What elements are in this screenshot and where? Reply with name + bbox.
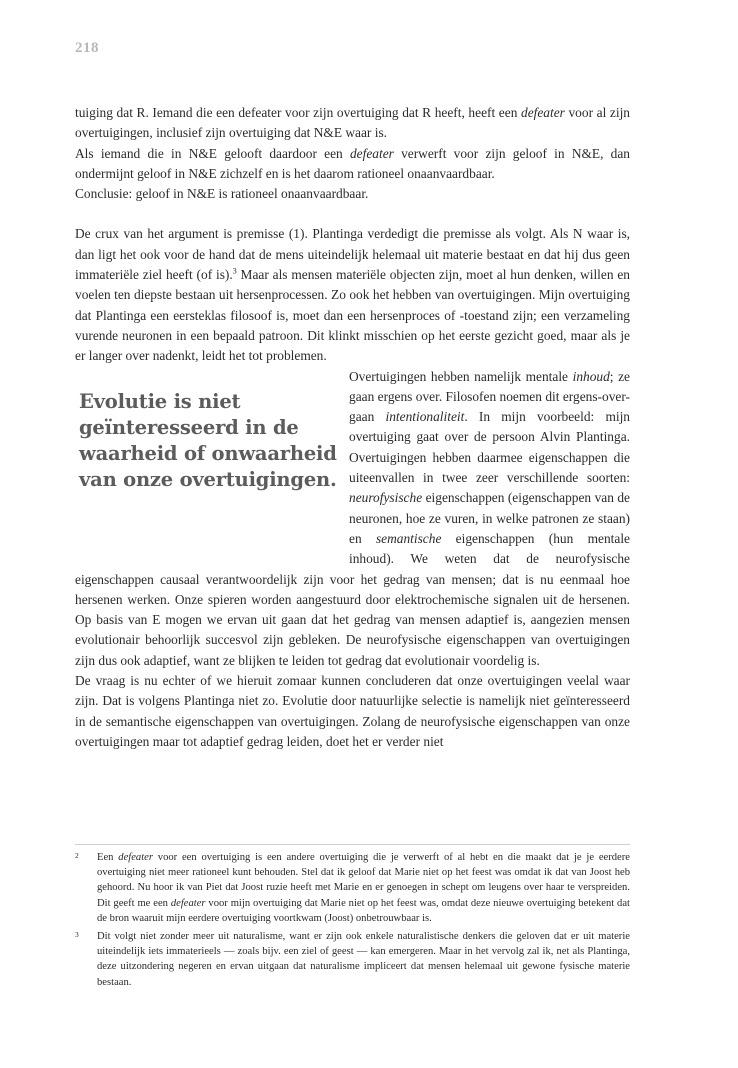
pull-quote: Evolutie is niet geïnteresseerd in de waarheid of onwaarheid van onze overtuigingen. xyxy=(79,389,337,491)
paragraph: De vraag is nu echter of we hieruit zomaar kunnen concluderen dat onze overtuigingen veelal waar zijn. Dat is volgens Plantinga niet zo. Evolutie door natuurlijke selectie is namelijk niet geïnteresseerd in de semantische eigenschappen van overtuigingen. Zolang de neurofysische eigenschappen van onze overtuigingen maar tot adaptief gedrag leiden, doet het er verder niet xyxy=(75,673,630,749)
page-number: 218 xyxy=(75,40,99,56)
body-text xyxy=(75,103,630,752)
paragraph: tuiging dat R. Iemand die een defeater voor zijn overtuiging dat R heeft, heeft een defeater voor al zijn overtuigingen, inclusief zijn overtuiging dat N&E waar is. xyxy=(75,105,630,141)
footnote-2: 2 Een defeater voor een overtuiging is een andere overtuiging die je verwerft of al hebt en die maakt dat je je eerdere overtuiging niet meer rationeel kunt behouden. Stel dat ik geloof dat Marie niet op het feest was omdat ik dat van Joost heb gehoord. Nu hoor ik van Piet dat Joost ruzie heeft met Marie en er genoegen in schept om leugens over haar te verspreiden. Dit geeft me een defeater voor mijn overtuiging dat Marie niet op het feest was, omdat deze nieuwe overtuiging betekent dat de bron waaruit mijn eerdere overtuiging voortkwam (Joost) onbetrouwbaar is. xyxy=(75,850,630,926)
paragraph: Als iemand die in N&E gelooft daardoor een defeater verwerft voor zijn geloof in N&E, dan ondermijnt geloof in N&E zichzelf en is het daarom rationeel onaanvaardbaar. xyxy=(75,145,631,181)
footnote-number: 2 xyxy=(75,851,79,860)
footnote-ref: 3 xyxy=(232,266,237,276)
footnotes xyxy=(75,850,630,993)
paragraph: Overtuigingen hebben namelijk mentale inhoud; ze gaan ergens over. Filosofen noemen dit ergens-over-gaan intentionaliteit. In mijn voorbeeld: mijn overtuiging gaat over de persoon Alvin Plantinga. Overtuigingen hebben daarmee eigenschappen die uiteenvallen in twee zeer verschillende soorten: neurofysische eigenschappen (eigenschappen van de neuronen, hoe ze vuren, in welke patronen ze staan) en semantische eigenschappen (hun mentale inhoud). We weten dat de neurofysische eigenschappen causaal verantwoordelijk zijn voor het gedrag van mensen; dat is nu eenmaal hoe hersenen werken. Onze spieren worden aangestuurd door elektrochemische signalen uit de hersenen. Op basis van E mogen we ervan uit gaan dat het gedrag van mensen adaptief is, aangezien mensen evolutionair behoorlijk succesvol zijn gebleken. De neurofysische eigenschappen van overtuigingen zijn dus ook adaptief, want ze blijken te leiden tot gedrag dat evolutionair voordelig is. xyxy=(75,368,630,668)
footnote-number: 3 xyxy=(75,930,79,940)
footnote-3: 3 Dit volgt niet zonder meer uit naturalisme, want er zijn ook enkele naturalistische denkers die geloven dat er uit materie uiteindelijk iets immaterieels — zoals bijv. een ziel of geest — kan emergeren. Maar in het vervolg zal ik, net als Plantinga, deze uitzondering negeren en ervan uitgaan dat naturalisme impliceert dat mensen helemaal uit gewone fysische materie bestaan. xyxy=(75,929,630,990)
footnote-divider xyxy=(75,844,630,845)
conclusion: Conclusie: geloof in N&E is rationeel onaanvaardbaar. xyxy=(75,186,369,202)
paragraph: De crux van het argument is premisse (1). Plantinga verdedigt die premisse als volgt. Als N waar is, dan ligt het ook voor de hand dat de mens uiteindelijk helemaal uit materie bestaat en dat hij dus geen immateriële ziel heeft (of is).$^3$ Maar als mensen materiële objecten zijn, moet al hun denken, willen en voelen ten diepste bestaan uit hersenprocessen. Zo ook het hebben van overtuigingen. Mijn overtuiging dat Plantinga een eersteklas filosoof is, moet dan een hersenproces of -toestand zijn; een verzameling vurende neuronen in een bepaald patroon. Dit klinkt misschien op het eerste gezicht goed, maar als je er langer over nadenkt, leidt het tot problemen. xyxy=(75,226,630,364)
